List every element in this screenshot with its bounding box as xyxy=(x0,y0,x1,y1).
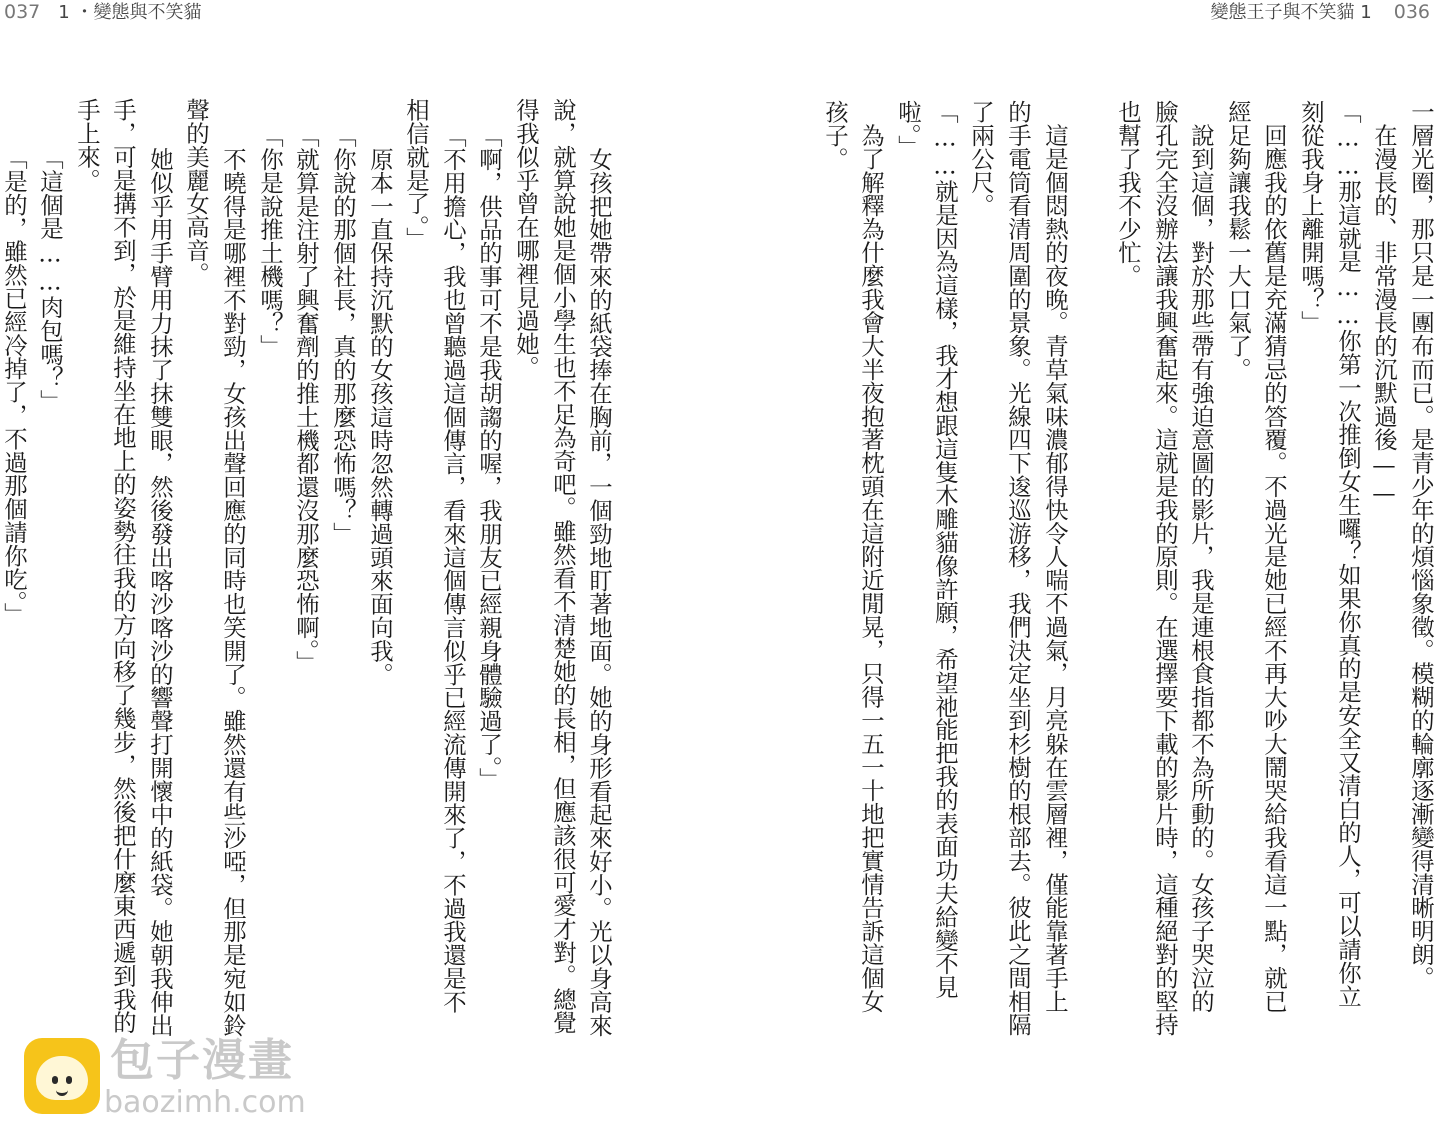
text-column: 「……就是因為這樣，我才想跟這隻木雕貓像許願，希望祂能把我的表面功夫給變不見 xyxy=(931,100,959,999)
right-page-header xyxy=(1211,0,1430,24)
text-column: 不曉得是哪裡不對勁，女孩出聲回應的同時也笑開了。雖然還有些沙啞，但那是宛如鈴 xyxy=(219,124,247,1037)
text-column: 這是個悶熱的夜晚。青草氣味濃郁得快令人喘不過氣，月亮躲在雲層裡，僅能靠著手上 xyxy=(1041,100,1069,1013)
text-column: 在漫長的、非常漫長的沉默過後—— xyxy=(1370,100,1398,507)
text-column: 聲的美麗女高音。 xyxy=(182,98,210,286)
text-column: 臉孔完全沒辦法讓我興奮起來。這就是我的原則。在選擇要下載的影片時，這種絕對的堅持 xyxy=(1151,100,1179,1036)
text-column: 「你說的那個社長，真的那麼恐怖嗎？」 xyxy=(329,124,357,546)
text-column: 她似乎用手臂用力抹了抹雙眼，然後發出喀沙喀沙的響聲打開懷中的紙袋。她朝我伸出 xyxy=(146,124,174,1037)
watermark-brand: 包子漫畫 xyxy=(110,1035,294,1086)
text-column: 「就算是注射了興奮劑的推土機都還沒那麼恐怖啊。」 xyxy=(292,124,320,674)
text-column: 經足夠讓我鬆一大口氣了。 xyxy=(1224,100,1252,381)
text-column: 孩子。 xyxy=(821,100,849,171)
right-book-title: 變態王子與不笑貓 1 xyxy=(1210,2,1372,23)
text-column: 「你是說推土機嗎？」 xyxy=(256,124,284,358)
text-column: 說，就算說她是個小學生也不足為奇吧。雖然看不清楚她的長相，但應該很可愛才對。總覺 xyxy=(549,98,577,1034)
left-page-header xyxy=(4,0,201,24)
text-column: 一層光圈，那只是一團布而已。是青少年的煩惱象徵。模糊的輪廓逐漸變得清晰明朗。 xyxy=(1407,100,1435,990)
text-column: 相信就是了。」 xyxy=(402,98,430,251)
text-column: 得我似乎曾在哪裡見過她。 xyxy=(512,98,540,379)
text-column: 手上來。 xyxy=(73,98,101,192)
right-page-number: 036 xyxy=(1393,1,1430,23)
watermark-url: baozimh.com xyxy=(104,1085,306,1120)
text-column: 刻從我身上離開嗎？」 xyxy=(1297,100,1325,334)
text-column: 啦。」 xyxy=(894,100,922,159)
text-column: 也幫了我不少忙。 xyxy=(1114,100,1142,288)
text-column: 「是的，雖然已經冷掉了，不過那個請你吃。」 xyxy=(0,146,28,626)
text-column: 原本一直保持沉默的女孩這時忽然轉過頭來面向我。 xyxy=(366,124,394,686)
text-column: 說到這個，對於那些帶有強迫意圖的影片，我是連根食指都不為所動的。女孩子哭泣的 xyxy=(1187,100,1215,1013)
left-chapter-title: 1 ・變態與不笑貓 xyxy=(58,2,202,23)
watermark xyxy=(24,1034,324,1124)
text-column: 女孩把她帶來的紙袋捧在胸前，一個勁地盯著地面。她的身形看起來好小。光以身高來 xyxy=(585,124,613,1037)
text-column: 回應我的依舊是充滿猜忌的答覆。不過光是她已經不再大吵大鬧哭給我看這一點，就已 xyxy=(1260,100,1288,1013)
text-column: 「這個是……肉包嗎？」 xyxy=(36,146,64,413)
text-column: 「啊，供品的事可不是我胡謅的喔，我朋友已經親身體驗過了。」 xyxy=(475,124,503,791)
text-column: 為了解釋為什麼我會大半夜抱著枕頭在這附近閒晃，只得一五一十地把實情告訴這個女 xyxy=(857,100,885,1013)
text-column: 「……那這就是……你第一次推倒女生囉？如果你真的是安全又清白的人，可以請你立 xyxy=(1334,100,1362,1008)
text-column: 手，可是搆不到，於是維持坐在地上的姿勢往我的方向移了幾步，然後把什麼東西遞到我的 xyxy=(109,98,137,1034)
text-column: 「不用擔心，我也曾聽過這個傳言，看來這個傳言似乎已經流傳開來了，不過我還是不 xyxy=(439,124,467,1014)
bun-logo-icon xyxy=(24,1038,100,1114)
text-column: 了兩公尺。 xyxy=(967,100,995,217)
left-page-number: 037 xyxy=(4,1,41,23)
text-column: 的手電筒看清周圍的景象。光線四下逡巡游移，我們決定坐到杉樹的根部去。彼此之間相隔 xyxy=(1004,100,1032,1036)
